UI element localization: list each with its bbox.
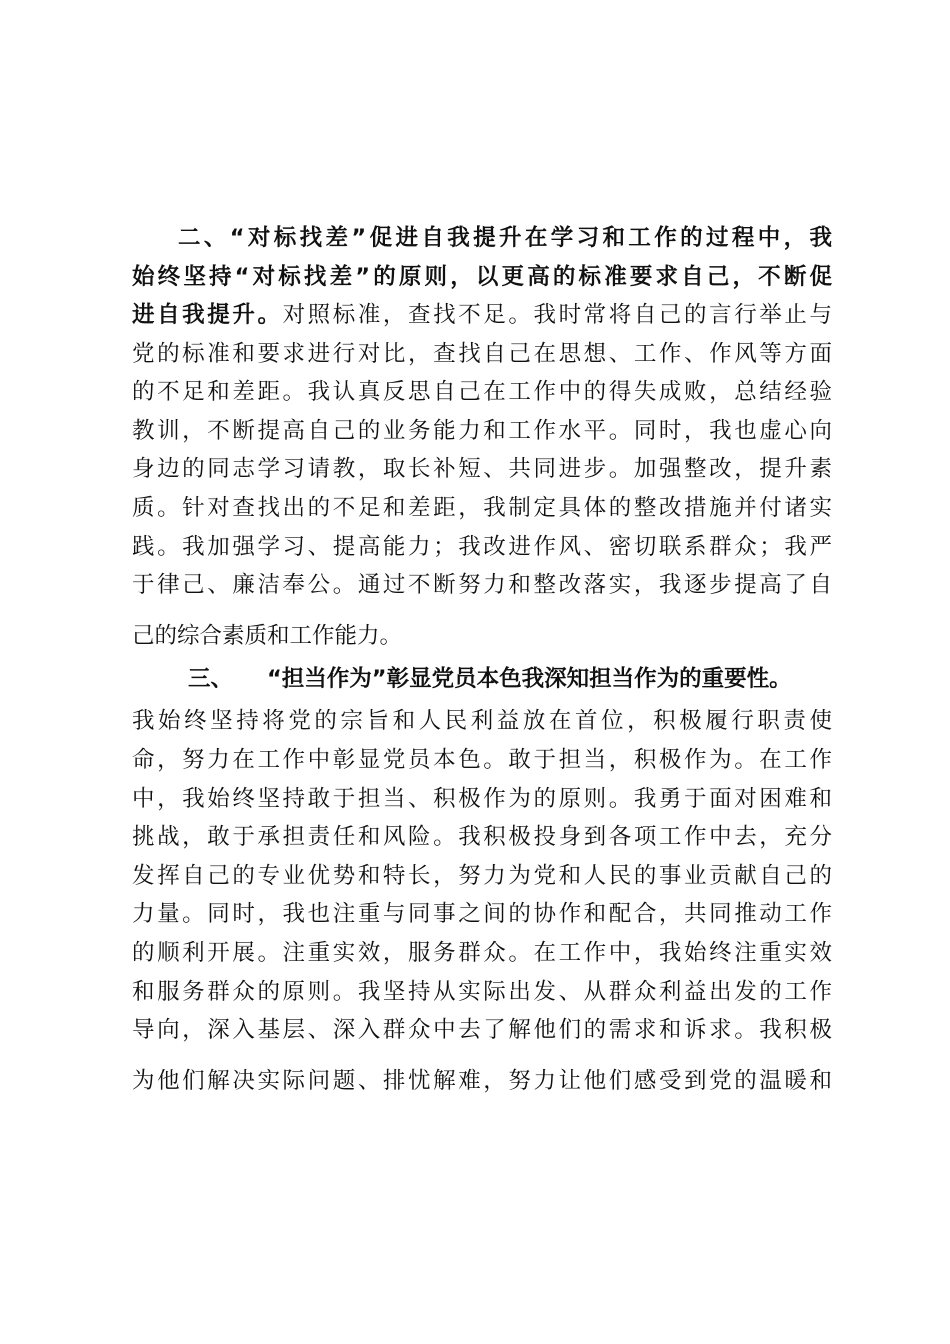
section2-line11: 己的综合素质和工作能力。 xyxy=(132,623,403,649)
section3-line6: 力量。同时，我也注重与同事之间的协作和配合，共同推动工作 xyxy=(132,901,832,927)
section2-line4: 党的标准和要求进行对比，查找自己在思想、工作、作风等方面 xyxy=(132,341,832,367)
section2-line3-text: 对照标准，查找不足。我时常将自己的言行举止与 xyxy=(282,302,832,328)
section3-line8: 和服务群众的原则。我坚持从实际出发、从群众利益出发的工作 xyxy=(132,979,832,1005)
section2-line7: 身边的同志学习请教，取长补短、共同进步。加强整改，提升素 xyxy=(132,456,832,482)
section2-heading-end: 进自我提升。 xyxy=(132,302,283,328)
section3-line9: 导向，深入基层、深入群众中去了解他们的需求和诉求。我积极 xyxy=(132,1017,832,1043)
section3-line2: 命，努力在工作中彰显党员本色。敢于担当，积极作为。在工作 xyxy=(132,747,832,773)
section2-line9: 践。我加强学习、提高能力；我改进作风、密切联系群众；我严 xyxy=(132,534,832,560)
section3-line7: 的顺利开展。注重实效，服务群众。在工作中，我始终注重实效 xyxy=(132,940,832,966)
section2-heading-line1: 二、“对标找差”促进自我提升在学习和工作的过程中，我 xyxy=(178,225,832,251)
section3-line1: 我始终坚持将党的宗旨和人民利益放在首位，积极履行职责使 xyxy=(132,708,832,734)
section2-line3 xyxy=(132,300,832,330)
section3-heading xyxy=(188,664,832,694)
section3-line4: 挑战，敢于承担责任和风险。我积极投身到各项工作中去，充分 xyxy=(132,824,832,850)
section3-line5: 发挥自己的专业优势和特长，努力为党和人民的事业贡献自己的 xyxy=(132,863,832,889)
section2-heading-line2: 始终坚持“对标找差”的原则，以更高的标准要求自己，不断促 xyxy=(132,264,832,290)
section2-line8: 质。针对查找出的不足和差距，我制定具体的整改措施并付诸实 xyxy=(132,495,832,521)
section3-heading-number: 三、 xyxy=(188,666,234,692)
section3-line10: 为他们解决实际问题、排忧解难，努力让他们感受到党的温暖和 xyxy=(132,1068,832,1094)
section3-heading-text: “担当作为”彰显党员本色我深知担当作为的重要性。 xyxy=(267,666,792,692)
section2-line5: 的不足和差距。我认真反思自己在工作中的得失成败，总结经验 xyxy=(132,379,832,405)
section2-line10: 于律己、廉洁奉公。通过不断努力和整改落实，我逐步提高了自 xyxy=(132,572,832,598)
section2-line6: 教训，不断提高自己的业务能力和工作水平。同时，我也虚心向 xyxy=(132,418,832,444)
section3-line3: 中，我始终坚持敢于担当、积极作为的原则。我勇于面对困难和 xyxy=(132,786,832,812)
